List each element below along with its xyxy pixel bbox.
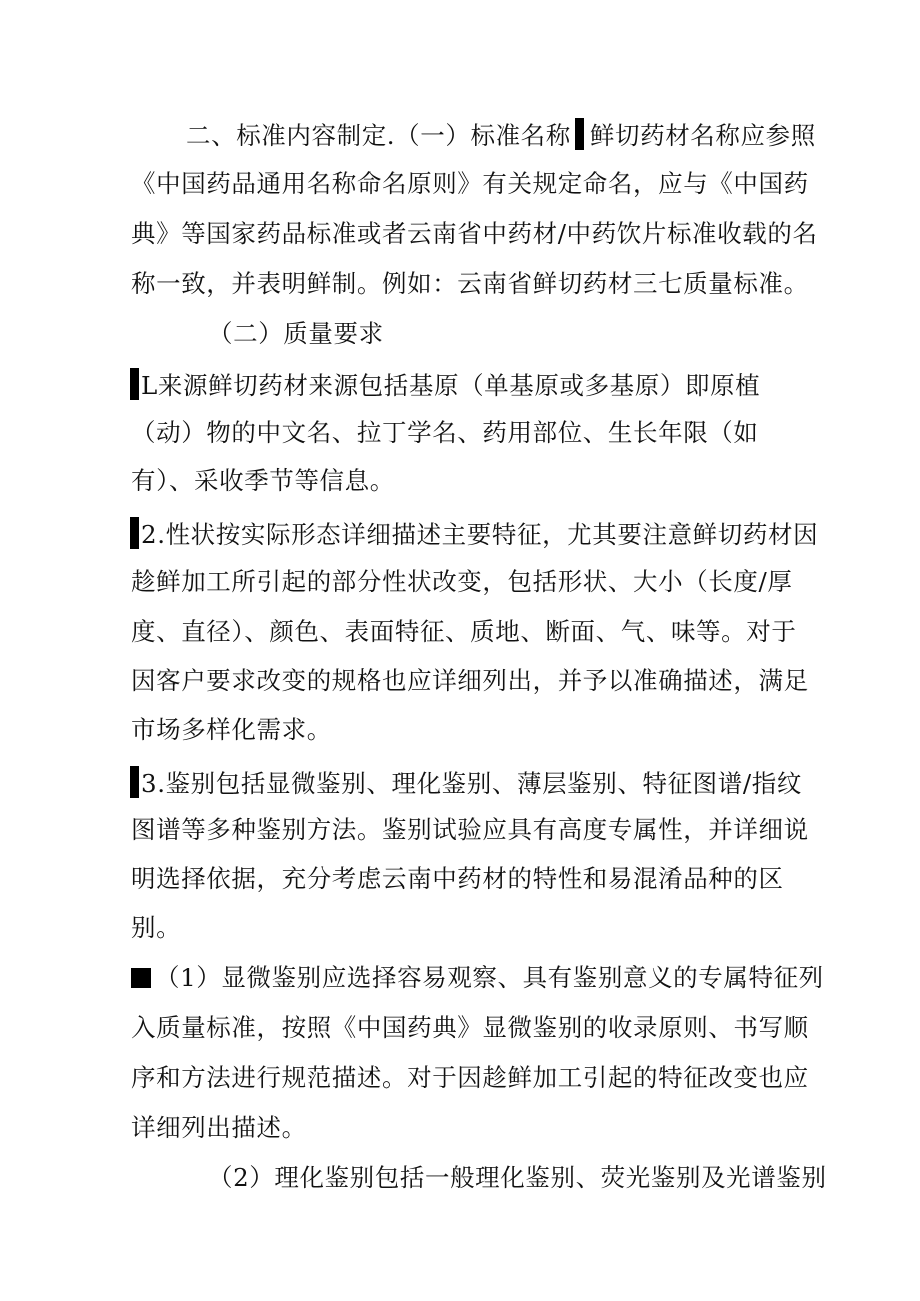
bullet-bar [130,766,139,798]
bullet-bar [130,368,139,400]
bullet-bar [130,517,139,549]
text-line [186,118,816,151]
line-text: 3.鉴别包括显微鉴别、理化鉴别、薄层鉴别、特征图谱/指纹 [141,769,802,798]
bullet-square [131,968,151,988]
text-line: （动）物的中文名、拉丁学名、药用部位、生长年限（如 [131,418,759,447]
text-line: 明选择依据，充分考虑云南中药材的特性和易混淆品种的区 [131,864,784,893]
text-line: 详细列出描述。 [131,1113,307,1142]
text-line: 有）、采收季节等信息。 [131,466,395,495]
line-text: 2.性状按实际形态详细描述主要特征，尤其要注意鲜切药材因 [141,520,819,549]
line-text: 二、标准内容制定.（一）标准名称 [186,121,571,150]
text-line [130,368,760,401]
text-line: 因客户要求改变的规格也应详细列出，并予以准确描述，满足 [131,666,809,695]
text-line: （二）质量要求 [208,319,384,348]
text-line: 市场多样化需求。 [131,715,332,744]
text-line: 度、直径）、颜色、表面特征、质地、断面、气、味等。对于 [131,617,797,646]
text-line: 序和方法进行规范描述。对于因趁鲜加工引起的特征改变也应 [131,1063,809,1092]
text-line [131,963,824,993]
text-line: 图谱等多种鉴别方法。鉴别试验应具有高度专属性，并详细说 [131,815,809,844]
text-line: 典》等国家药品标准或者云南省中药材/中药饮片标准收载的名 [131,219,818,248]
line-text: L来源鲜切药材来源包括基原（单基原或多基原）即原植 [141,371,761,400]
text-line [130,766,802,799]
text-line: 入质量标准，按照《中国药典》显微鉴别的收录原则、书写顺 [131,1013,809,1042]
line-text: 鲜切药材名称应参照 [589,121,816,150]
line-text: （1）显微鉴别应选择容易观察、具有鉴别意义的专属特征列 [155,963,824,992]
text-line: 别。 [131,913,182,942]
text-line: 称一致，并表明鲜制。例如：云南省鲜切药材三七质量标准。 [131,269,809,298]
text-line: 《中国药品通用名称命名原则》有关规定命名，应与《中国药 [131,169,809,198]
text-line: （2）理化鉴别包括一般理化鉴别、荧光鉴别及光谱鉴别 [208,1163,827,1192]
bullet-bar [575,118,584,150]
text-line: 趁鲜加工所引起的部分性状改变，包括形状、大小（长度/厚 [131,567,793,596]
text-line [130,517,818,550]
